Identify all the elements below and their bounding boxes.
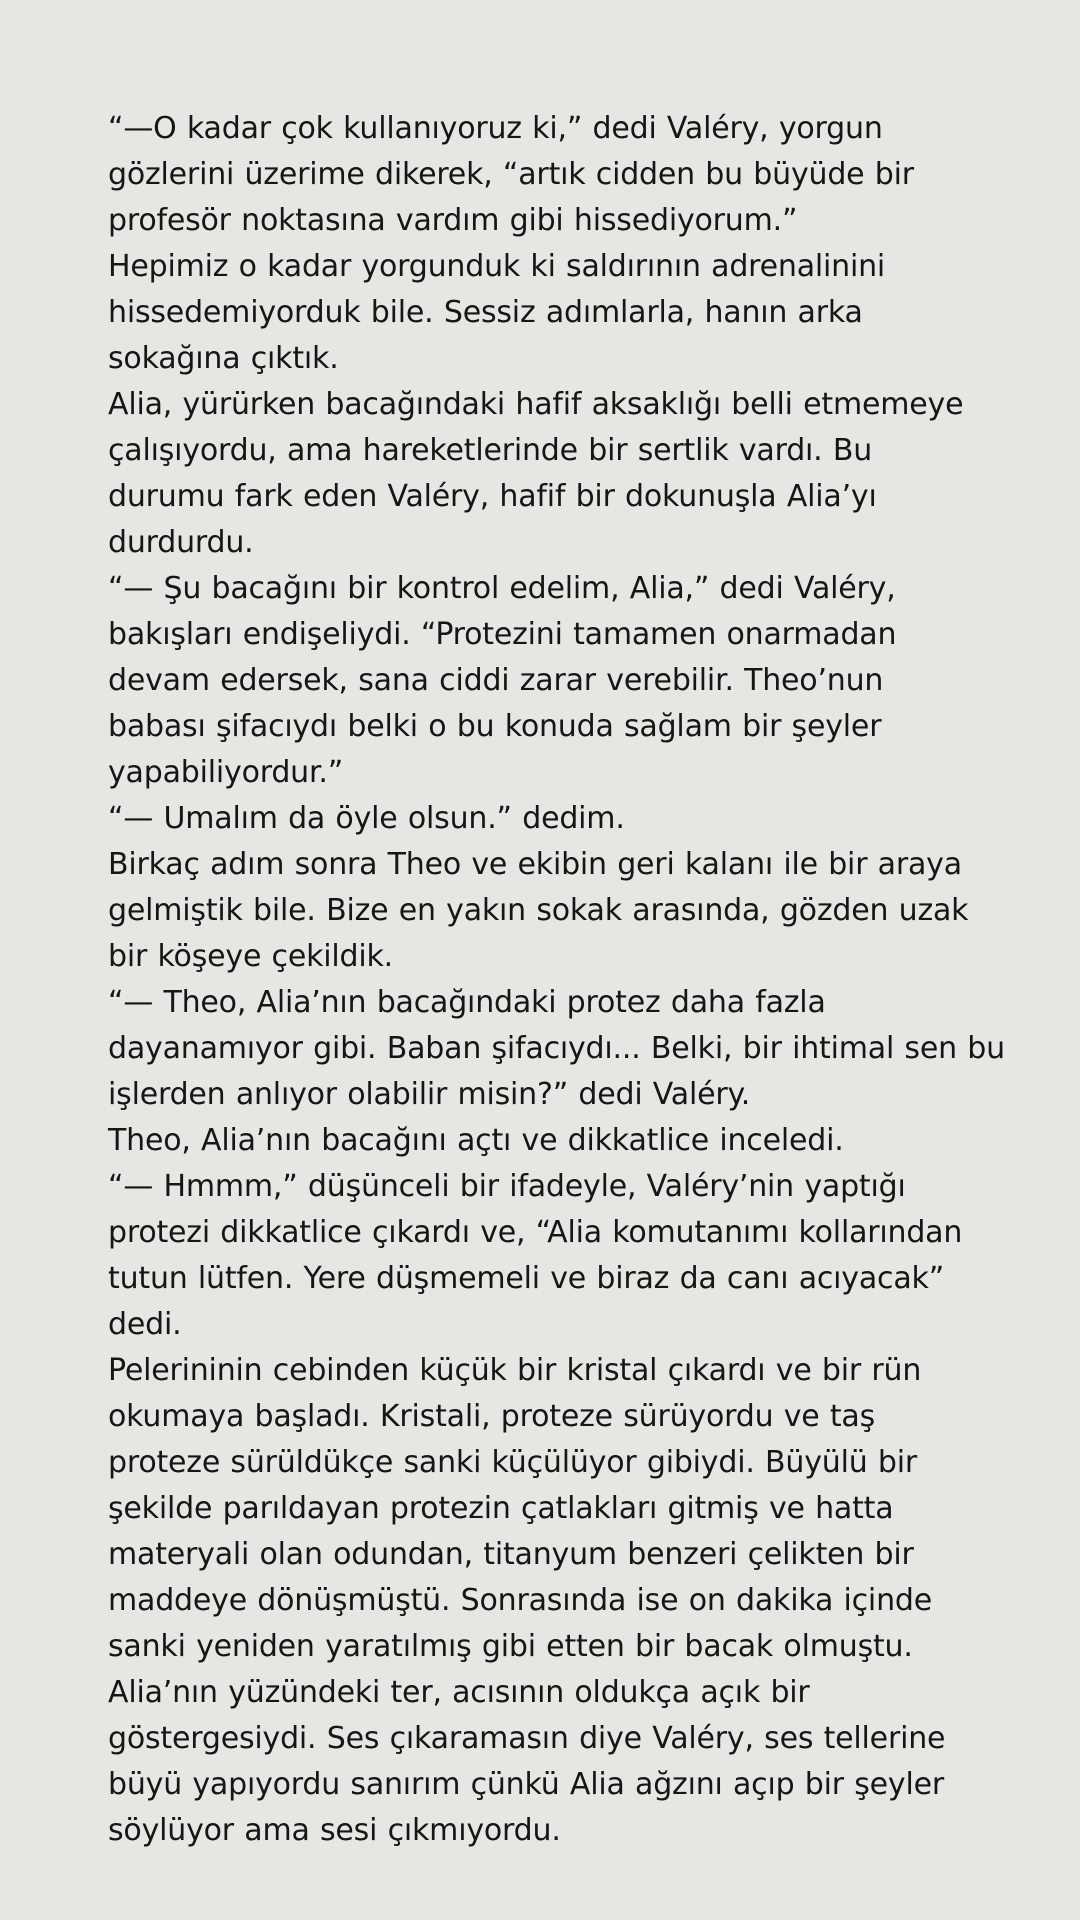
text-line: söylüyor ama sesi çıkmıyordu. xyxy=(108,1813,561,1848)
text-line: materyali olan odundan, titanyum benzeri çelikten bir xyxy=(108,1537,914,1572)
text-line: Alia, yürürken bacağındaki hafif aksaklığı belli etmemeye xyxy=(108,387,964,422)
text-line: tutun lütfen. Yere düşmemeli ve biraz da canı acıyacak” xyxy=(108,1261,945,1296)
text-line: gözlerini üzerime dikerek, “artık cidden bu büyüde bir xyxy=(108,157,914,192)
text-line: durumu fark eden Valéry, hafif bir dokunuşla Alia’yı xyxy=(108,479,877,514)
text-line: profesör noktasına vardım gibi hissediyorum.” xyxy=(108,203,798,238)
text-line: göstergesiydi. Ses çıkaramasın diye Valéry, ses tellerine xyxy=(108,1721,946,1756)
text-line: proteze sürüldükçe sanki küçülüyor gibiydi. Büyülü bir xyxy=(108,1445,917,1480)
text-line: şekilde parıldayan protezin çatlakları gitmiş ve hatta xyxy=(108,1491,894,1526)
text-line: Birkaç adım sonra Theo ve ekibin geri kalanı ile bir araya xyxy=(108,847,962,882)
text-line: dedi. xyxy=(108,1307,182,1342)
book-text xyxy=(108,106,1005,1854)
text-line: bakışları endişeliydi. “Protezini tamamen onarmadan xyxy=(108,617,897,652)
text-line: bir köşeye çekildik. xyxy=(108,939,394,974)
text-line: devam edersek, sana ciddi zarar verebilir. Theo’nun xyxy=(108,663,884,698)
text-line: Alia’nın yüzündeki ter, acısının oldukça açık bir xyxy=(108,1675,810,1710)
text-line: Pelerininin cebinden küçük bir kristal çıkardı ve bir rün xyxy=(108,1353,922,1388)
text-line: “— Theo, Alia’nın bacağındaki protez daha fazla xyxy=(108,985,826,1020)
text-line: “—O kadar çok kullanıyoruz ki,” dedi Valéry, yorgun xyxy=(108,111,883,146)
text-line: hissedemiyorduk bile. Sessiz adımlarla, hanın arka xyxy=(108,295,863,330)
text-line: dayanamıyor gibi. Baban şifacıydı... Belki, bir ihtimal sen bu xyxy=(108,1031,1005,1066)
text-line: işlerden anlıyor olabilir misin?” dedi Valéry. xyxy=(108,1077,751,1112)
text-line: sanki yeniden yaratılmış gibi etten bir bacak olmuştu. xyxy=(108,1629,913,1664)
text-line: yapabiliyordur.” xyxy=(108,755,344,790)
text-line: çalışıyordu, ama hareketlerinde bir sertlik vardı. Bu xyxy=(108,433,873,468)
text-line: “— Şu bacağını bir kontrol edelim, Alia,” dedi Valéry, xyxy=(108,571,896,606)
text-line: okumaya başladı. Kristali, proteze sürüyordu ve taş xyxy=(108,1399,876,1434)
text-line: “— Hmmm,” düşünceli bir ifadeyle, Valéry’nin yaptığı xyxy=(108,1169,906,1204)
text-line: “— Umalım da öyle olsun.” dedim. xyxy=(108,801,625,836)
text-line: sokağına çıktık. xyxy=(108,341,339,376)
text-line: gelmiştik bile. Bize en yakın sokak arasında, gözden uzak xyxy=(108,893,969,928)
text-line: maddeye dönüşmüştü. Sonrasında ise on dakika içinde xyxy=(108,1583,932,1618)
text-line: durdurdu. xyxy=(108,525,254,560)
text-line: Theo, Alia’nın bacağını açtı ve dikkatlice inceledi. xyxy=(108,1123,844,1158)
text-line: babası şifacıydı belki o bu konuda sağlam bir şeyler xyxy=(108,709,882,744)
text-line: protezi dikkatlice çıkardı ve, “Alia komutanımı kollarından xyxy=(108,1215,963,1250)
text-line: Hepimiz o kadar yorgunduk ki saldırının adrenalinini xyxy=(108,249,886,284)
text-line: büyü yapıyordu sanırım çünkü Alia ağzını açıp bir şeyler xyxy=(108,1767,945,1802)
